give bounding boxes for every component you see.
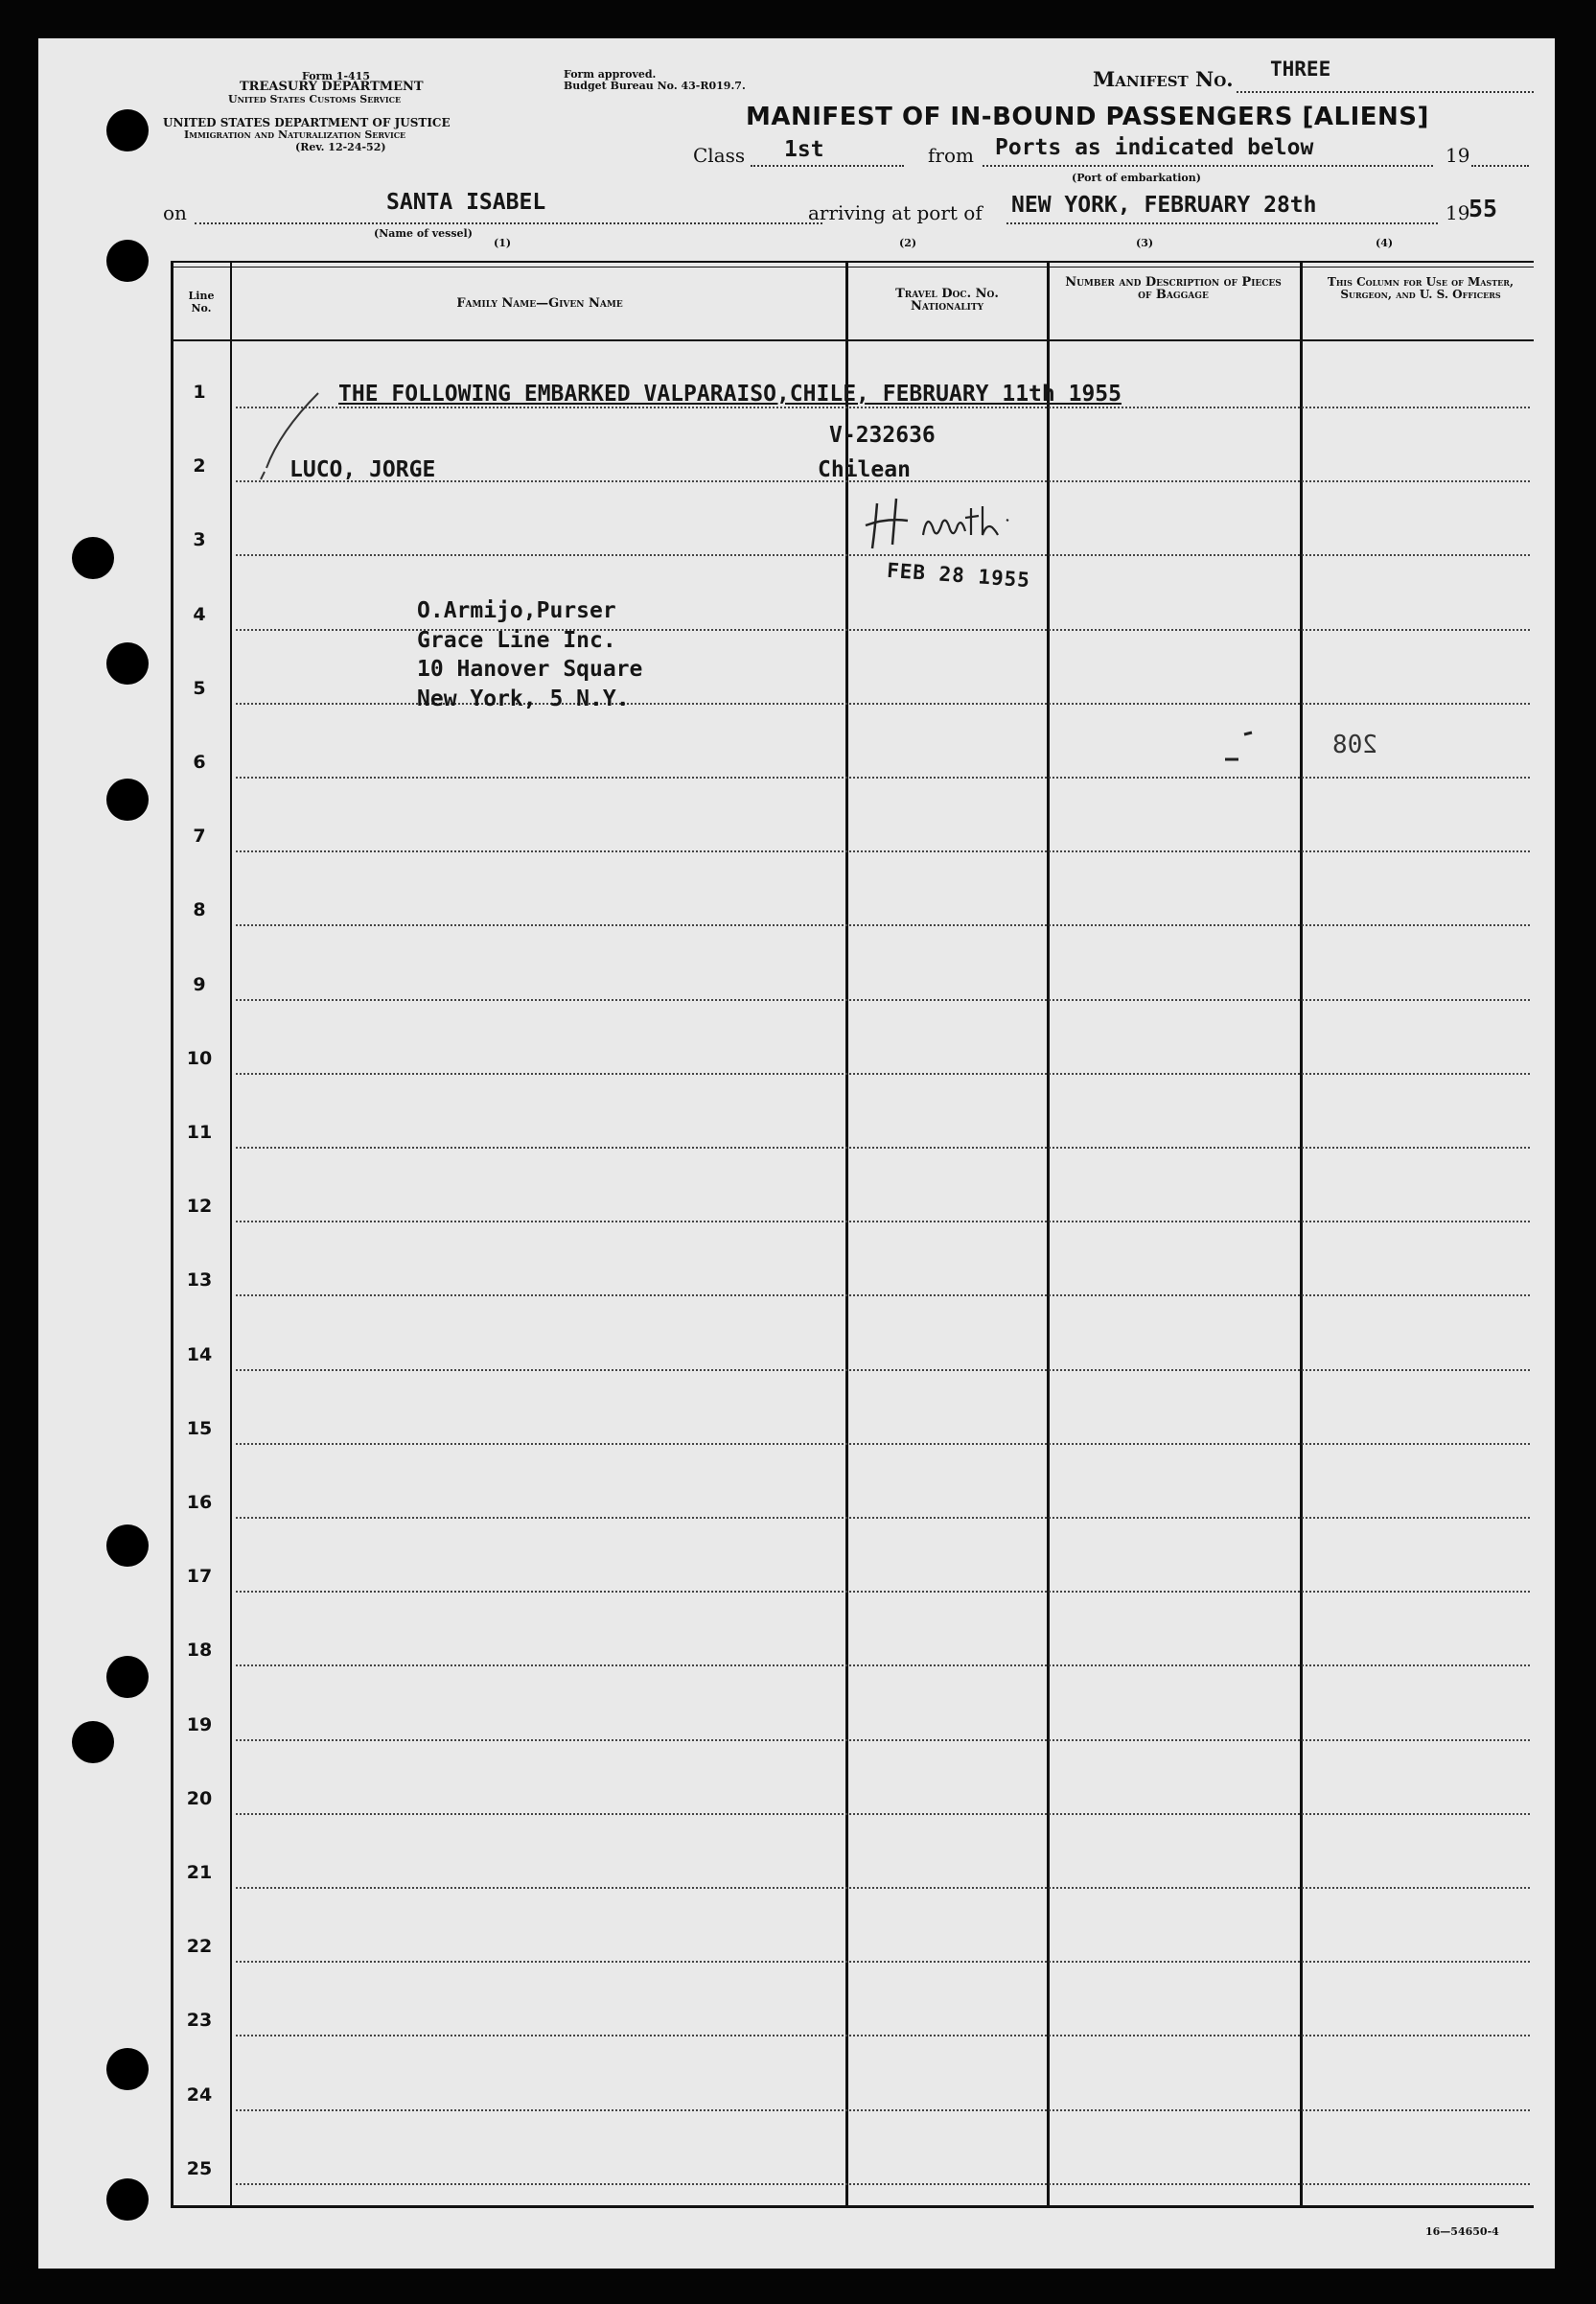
embarked-note: THE FOLLOWING EMBARKED VALPARAISO,CHILE, FEBRUARY 11th 1955 [338,382,1122,407]
line-number: 8 [193,899,206,921]
print-code: 16—54650-4 [1425,2225,1499,2238]
department-of-justice: UNITED STATES DEPARTMENT OF JUSTICE [163,116,451,129]
binder-hole [106,779,149,821]
binder-hole [106,1524,149,1567]
line-number: 21 [186,1862,213,1883]
manifest-page [38,38,1555,2269]
line-number: 15 [186,1417,213,1439]
header-travel-doc: Travel Doc. No. Nationality [895,287,999,314]
binder-hole [72,1721,114,1763]
arrival-stamp: FEB 28 1955 [886,558,1031,593]
arriving-value: NEW YORK, FEBRUARY 28th [1011,193,1317,218]
column-index-4: (4) [1376,237,1394,249]
header-family-name: Family Name—Given Name [456,296,623,311]
row-dotted-line [236,924,1530,926]
binder-hole [72,537,114,579]
arriving-label: arriving at port of [808,201,983,224]
line-number: 4 [193,603,206,625]
row-dotted-line [236,850,1530,852]
row-dotted-line [236,2109,1530,2111]
row-dotted-line [236,1517,1530,1519]
line-number: 2 [193,455,206,477]
line-number: 22 [186,1936,213,1958]
on-label: on [163,201,187,224]
immigration-service: Immigration and Naturalization Service [184,128,406,141]
line-number: 20 [186,1787,213,1809]
line-number: 19 [186,1713,213,1735]
line-number: 18 [186,1640,213,1662]
header-line-no: Line No. [188,290,215,314]
table-name-divider [845,261,848,2207]
revision-date: (Rev. 12-24-52) [295,141,386,153]
officer-signature [858,489,1050,556]
row-dotted-line [236,407,1530,408]
arrival-year-suffix: 55 [1469,195,1498,222]
binder-hole [106,2048,149,2090]
purser-line-2: Grace Line Inc. [417,628,616,653]
nationality: Chilean [818,457,911,482]
vessel-caption: (Name of vessel) [374,227,473,240]
binder-hole [106,240,149,282]
header-officers: This Column for Use of Master, Surgeon, and U. S. Officers [1327,275,1515,301]
table-top-border [171,261,1534,263]
row-dotted-line [236,1591,1530,1593]
treasury-department: TREASURY DEPARTMENT [240,80,424,94]
purser-line-4: New York, 5 N.Y. [417,687,630,711]
line-number: 12 [186,1196,213,1218]
vessel-name: SANTA ISABEL [386,190,546,215]
from-value: Ports as indicated below [995,135,1314,160]
manifest-title: MANIFEST OF IN-BOUND PASSENGERS [ALIENS] [746,103,1429,131]
passenger-name: LUCO, JORGE [289,457,436,482]
line-number: 5 [193,677,206,699]
line-number: 25 [186,2157,213,2179]
class-line [751,165,904,167]
customs-service: United States Customs Service [228,93,402,105]
year-prefix: 19 [1446,144,1470,167]
row-dotted-line [236,2035,1530,2036]
budget-bureau: Budget Bureau No. 43-R019.7. [564,80,746,92]
travel-doc-number: V-232636 [829,423,936,448]
from-label: from [928,144,974,167]
row-dotted-line [236,1961,1530,1963]
row-dotted-line [236,1221,1530,1222]
line-number: 24 [186,2083,213,2106]
port-caption: (Port of embarkation) [1072,172,1201,184]
row-dotted-line [236,1664,1530,1666]
tally-mark [1217,719,1275,767]
table-left-border [171,261,173,2207]
line-number: 14 [186,1343,213,1365]
purser-line-3: 10 Hanover Square [417,657,643,682]
row-dotted-line [236,1887,1530,1889]
class-label: Class [693,144,746,167]
row-dotted-line [236,2183,1530,2185]
vessel-line [195,222,822,224]
line-number: 6 [193,752,206,773]
column-index-2: (2) [899,237,917,249]
manifest-no-value: THREE [1270,58,1331,81]
table-header-divider [171,339,1534,341]
manifest-no-line [1237,91,1534,93]
row-dotted-line [236,1813,1530,1815]
table-bottom-border [171,2205,1534,2208]
table-top-inner-border [171,267,1534,268]
line-number: 3 [193,529,206,551]
manifest-no-label: Manifest No. [1093,67,1234,91]
table-baggage-divider [1300,261,1303,2207]
binder-hole [106,2178,149,2221]
row-dotted-line [236,1294,1530,1296]
column-index-1: (1) [494,237,512,249]
row-dotted-line [236,1147,1530,1149]
row-dotted-line [236,1369,1530,1371]
line-number: 17 [186,1566,213,1588]
line-number: 10 [186,1047,213,1069]
form-approved: Form approved. [564,68,657,81]
passenger-table [171,261,1543,2207]
row-dotted-line [236,1443,1530,1445]
line-number: 13 [186,1269,213,1292]
line-number: 16 [186,1492,213,1513]
purser-line-1: O.Armijo,Purser [417,598,616,623]
line-number: 11 [186,1122,213,1143]
binder-hole [106,109,149,151]
class-value: 1st [784,137,824,162]
header-baggage: Number and Description of Pieces of Baggage [1065,275,1282,302]
form-number: Form 1-415 [302,70,370,82]
line-number: 1 [193,382,206,403]
table-linenum-divider [230,261,232,2207]
row-dotted-line [236,777,1530,779]
line-number: 7 [193,826,206,848]
year-line [1471,165,1529,167]
arriving-line [1006,222,1438,224]
binder-hole [106,642,149,685]
row-dotted-line [236,1739,1530,1741]
binder-hole [106,1656,149,1698]
stamp-number: 208 [1332,731,1377,759]
from-line [983,165,1433,167]
column-index-3: (3) [1136,237,1154,249]
arrival-year-prefix: 19 [1446,201,1470,224]
line-number: 23 [186,2010,213,2032]
row-dotted-line [236,999,1530,1001]
line-number: 9 [193,973,206,995]
row-dotted-line [236,1073,1530,1075]
